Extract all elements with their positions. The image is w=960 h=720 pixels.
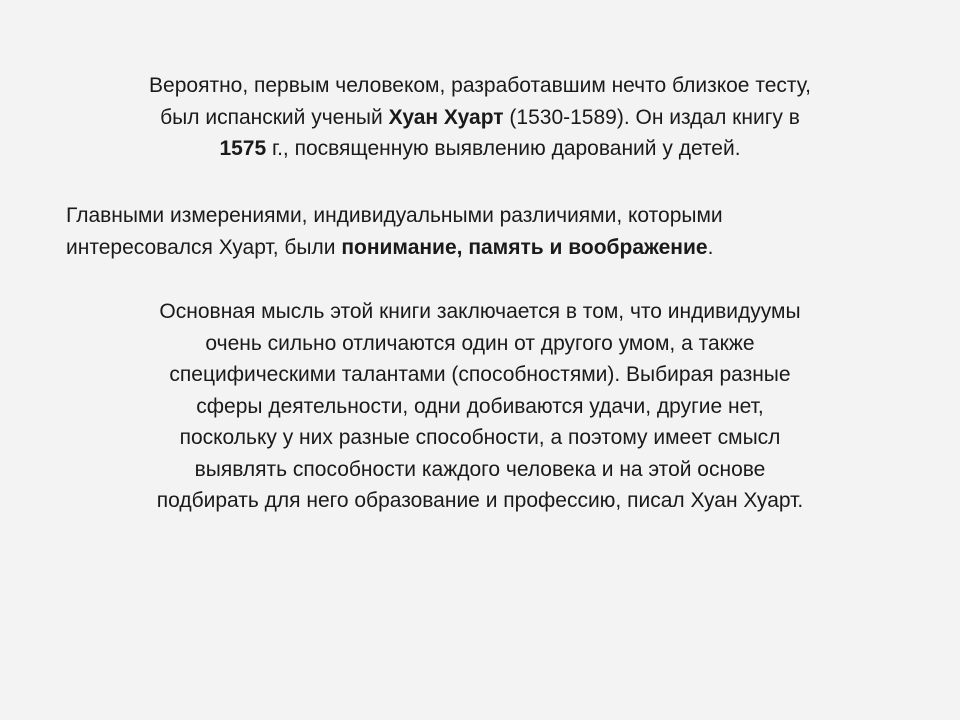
text-run: был испанский ученый <box>160 105 389 129</box>
author-name: Хуан Хуарт <box>388 105 504 129</box>
text-line: поскольку у них разные способности, а поэтому имеет смысл <box>179 426 781 449</box>
paragraph-main-idea <box>55 296 905 517</box>
key-dimensions: понимание, память и воображение <box>341 235 708 259</box>
text-run: . <box>707 235 714 259</box>
text-line: выявлять способности каждого человека и на этой основе <box>194 457 766 481</box>
text-line: сферы деятельности, одни добиваются удачи, другие нет, <box>196 394 764 418</box>
text-run: (1530-1589). Он издал книгу в <box>503 105 800 129</box>
text-line: очень сильно отличаются один от другого умом, а также <box>205 331 755 355</box>
text-line <box>55 133 905 165</box>
text-line: Вероятно, первым человеком, разработавшим нечто близкое тесту, <box>149 74 811 97</box>
text-line: Главными измерениями, индивидуальными различиями, которыми <box>66 204 723 227</box>
text-line: подбирать для него образование и профессию, писал Хуан Хуарт. <box>156 489 804 512</box>
paragraph-intro <box>55 70 905 165</box>
paragraph-dimensions <box>66 200 906 263</box>
text-line: специфическими талантами (способностями). Выбирая разные <box>169 363 791 386</box>
text-line: Основная мысль этой книги заключается в том, что индивидуумы <box>159 300 801 323</box>
text-line <box>55 102 905 134</box>
text-line <box>66 232 906 264</box>
publication-year: 1575 <box>219 137 267 160</box>
text-run: г., посвященную выявлению дарований у детей. <box>266 137 741 160</box>
text-run: интересовался Хуарт, были <box>66 235 342 259</box>
